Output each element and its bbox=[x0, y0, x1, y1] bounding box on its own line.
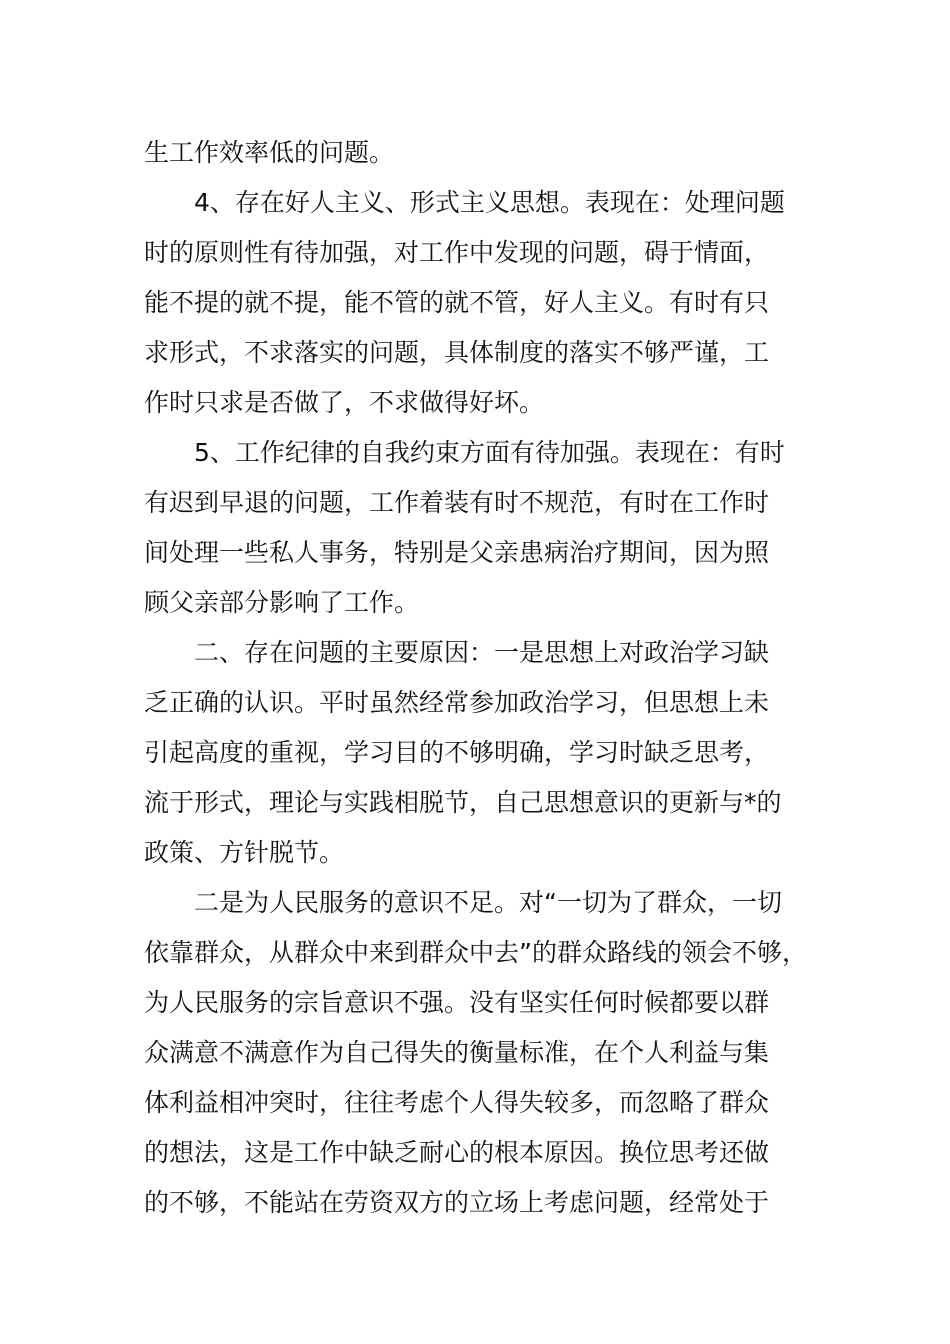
text-line-19: 众满意不满意作为自己得失的衡量标准，在个人利益与集 bbox=[144, 1038, 770, 1067]
text-line-2: 4、存在好人主义、形式主义思想。表现在：处理问题 bbox=[194, 188, 785, 217]
text-line-20: 体利益相冲突时，往往考虑个人得失较多，而忽略了群众 bbox=[144, 1088, 770, 1117]
text-line-16: 二是为人民服务的意识不足。对“一切为了群众，一切 bbox=[194, 888, 782, 917]
text-line-12: 乏正确的认识。平时虽然经常参加政治学习，但思想上未 bbox=[144, 688, 770, 717]
text-line-22: 的不够，不能站在劳资双方的立场上考虑问题，经常处于 bbox=[144, 1188, 770, 1217]
text-line-6: 作时只求是否做了，不求做得好坏。 bbox=[144, 388, 545, 417]
text-line-1: 生工作效率低的问题。 bbox=[144, 138, 395, 167]
text-line-11: 二、存在问题的主要原因：一是思想上对政治学习缺 bbox=[194, 638, 770, 667]
text-line-9: 间处理一些私人事务，特别是父亲患病治疗期间，因为照 bbox=[144, 538, 770, 567]
text-line-15: 政策、方针脱节。 bbox=[144, 838, 345, 867]
text-line-10: 顾父亲部分影响了工作。 bbox=[144, 588, 420, 617]
text-line-7: 5、工作纪律的自我约束方面有待加强。表现在：有时 bbox=[194, 438, 785, 467]
text-line-18: 为人民服务的宗旨意识不强。没有坚实任何时候都要以群 bbox=[144, 988, 770, 1017]
text-line-14: 流于形式，理论与实践相脱节，自己思想意识的更新与*的 bbox=[144, 788, 782, 817]
text-line-4: 能不提的就不提，能不管的就不管，好人主义。有时有只 bbox=[144, 288, 770, 317]
document-body bbox=[144, 128, 824, 1228]
text-line-17: 依靠群众，从群众中来到群众中去”的群众路线的领会不够， bbox=[144, 938, 807, 967]
text-line-21: 的想法，这是工作中缺乏耐心的根本原因。换位思考还做 bbox=[144, 1138, 770, 1167]
text-line-3: 时的原则性有待加强，对工作中发现的问题，碍于情面， bbox=[144, 238, 770, 267]
text-line-5: 求形式，不求落实的问题，具体制度的落实不够严谨，工 bbox=[144, 338, 770, 367]
text-line-13: 引起高度的重视，学习目的不够明确，学习时缺乏思考， bbox=[144, 738, 770, 767]
text-line-8: 有迟到早退的问题，工作着装有时不规范，有时在工作时 bbox=[144, 488, 770, 517]
